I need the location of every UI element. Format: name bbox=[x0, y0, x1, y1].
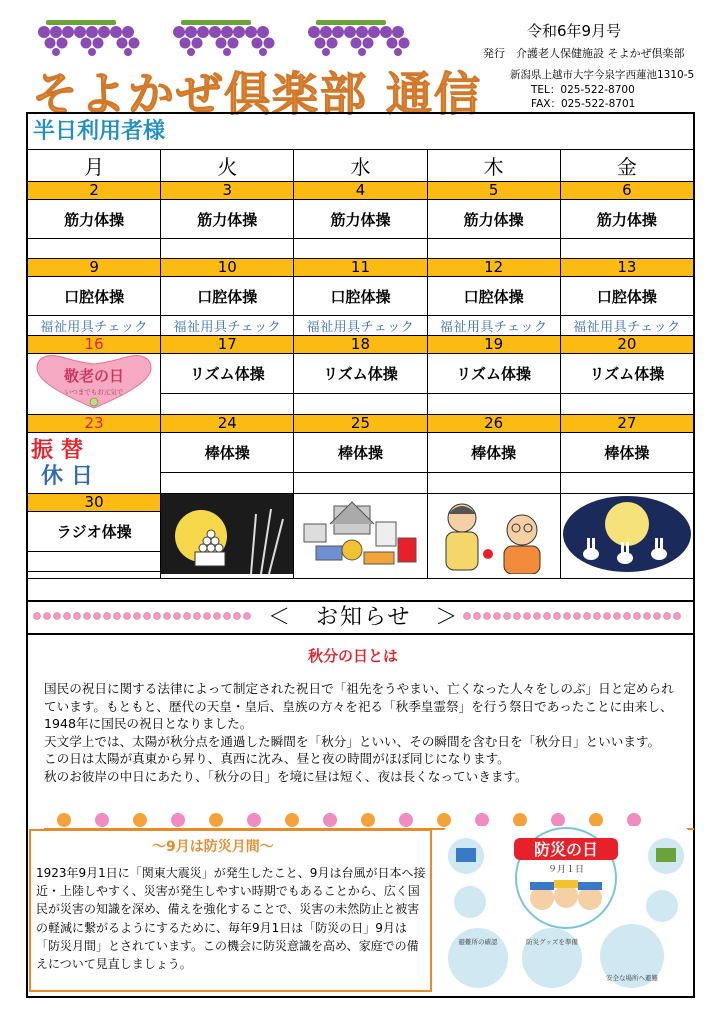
extra-row bbox=[28, 239, 694, 259]
extra-cell bbox=[28, 239, 161, 259]
date-cell: 12 bbox=[427, 259, 560, 277]
extra-cell bbox=[161, 239, 294, 259]
date-cell: 27 bbox=[560, 415, 693, 433]
day-fri: 金 bbox=[560, 150, 693, 182]
date-cell: 13 bbox=[560, 259, 693, 277]
date-cell: 9 bbox=[28, 259, 161, 277]
activity-cell: ラジオ体操 bbox=[28, 512, 161, 551]
activity-row bbox=[28, 200, 694, 239]
notice-title: ＜ お知らせ ＞ bbox=[268, 605, 460, 630]
poster-label-1: 避難所の確認 bbox=[458, 938, 498, 946]
extra-cell bbox=[28, 551, 161, 571]
extra-cell bbox=[560, 394, 693, 415]
activity-cell: 棒体操 bbox=[294, 433, 427, 473]
extra-cell bbox=[427, 473, 560, 494]
extra-cell bbox=[294, 473, 427, 494]
keiro-no-hi-text: 敬老の日 bbox=[64, 367, 125, 385]
activity-row bbox=[28, 354, 694, 394]
flower-border-left bbox=[32, 611, 257, 621]
fukushi-check-cell: 福祉用具チェック bbox=[294, 316, 427, 336]
date-cell: 25 bbox=[294, 415, 427, 433]
date-row bbox=[28, 336, 694, 354]
date-cell: 30 bbox=[28, 494, 161, 512]
tsukimi-illustration bbox=[161, 494, 294, 579]
poster-label-3: 安全な場所へ避難 bbox=[606, 974, 658, 982]
bosai-title: ～9月は防災月間～ bbox=[152, 839, 274, 855]
bosai-poster-illustration bbox=[442, 826, 690, 992]
emergency-kit-icon bbox=[294, 494, 426, 574]
keiro-sub-text: いつまでもお元気で bbox=[64, 388, 124, 396]
date-cell: 24 bbox=[161, 415, 294, 433]
elderly-couple-illustration bbox=[427, 494, 560, 579]
activity-row bbox=[28, 433, 694, 473]
date-cell: 3 bbox=[161, 182, 294, 200]
date-cell: 17 bbox=[161, 336, 294, 354]
calendar-table bbox=[27, 149, 694, 579]
spacer-cell bbox=[28, 571, 161, 578]
furikae-text: 振替 bbox=[31, 438, 92, 463]
flower-border-right bbox=[462, 611, 692, 621]
extra-cell bbox=[560, 239, 693, 259]
fukushi-check-cell: 福祉用具チェック bbox=[427, 316, 560, 336]
extra-row bbox=[28, 316, 694, 336]
moon-dango-icon bbox=[161, 494, 293, 574]
section-title-shubun: 秋分の日とは bbox=[308, 647, 399, 665]
disaster-goods-illustration bbox=[294, 494, 427, 579]
activity-cell: 筋力体操 bbox=[161, 200, 294, 239]
date-cell: 19 bbox=[427, 336, 560, 354]
kyujitsu-text: 休日 bbox=[41, 464, 102, 489]
furikae-kyujitsu-illustration bbox=[28, 433, 161, 494]
activity-cell: 棒体操 bbox=[427, 433, 560, 473]
paragraph: 国民の祝日に関する法律によって制定された祝日で「祖先をうやまい、亡くなった人々をしのぶ」日と定められています。もともと、歴代の天皇・皇后、皇族の方々を祀る「秋季皇霊祭」を行う祭日であったことに由来し、1948年に国民の祝日となりました。 bbox=[44, 681, 674, 731]
date-cell-holiday: 16 bbox=[28, 336, 161, 354]
fukushi-check-cell: 福祉用具チェック bbox=[560, 316, 693, 336]
grandparents-icon bbox=[428, 494, 560, 574]
day-wed: 水 bbox=[294, 150, 427, 182]
poster-date: ９月１日 bbox=[547, 865, 585, 875]
extra-cell bbox=[427, 394, 560, 415]
activity-cell: 筋力体操 bbox=[294, 200, 427, 239]
date-cell: 11 bbox=[294, 259, 427, 277]
rabbit-moon-icon bbox=[561, 494, 693, 574]
keiro-no-hi-illustration bbox=[28, 354, 161, 415]
extra-cell bbox=[427, 239, 560, 259]
activity-cell: 口腔体操 bbox=[427, 277, 560, 316]
divider bbox=[27, 633, 694, 635]
issue-label: 令和6年9月号 bbox=[527, 22, 622, 40]
activity-cell: 口腔体操 bbox=[294, 277, 427, 316]
newsletter-title: そよかぜ倶楽部 通信 bbox=[32, 67, 483, 121]
poster-title: 防災の日 bbox=[533, 840, 599, 859]
date-cell: 20 bbox=[560, 336, 693, 354]
activity-cell: リズム体操 bbox=[294, 354, 427, 394]
shubun-explanation bbox=[44, 680, 684, 785]
paragraph: 秋のお彼岸の中日にあたり、「秋分の日」を境に昼は短く、夜は長くなっていきます。 bbox=[44, 768, 528, 784]
bosai-text: 1923年9月1日に「関東大震災」が発生したこと、9月は台風が日本へ接近・上陸しやすく、災害が発生しやすい時期でもあることから、広く国民が災害の知識を深め、備えを強化することで、災害の未然防止と被害の軽減に繋がるようにするために、毎年9月1日は「防災の日」9月は「防災月間」とされています。この機会に防災意識を高め、家庭での備えについて見直しましょう。 bbox=[36, 866, 426, 972]
page-subtitle: 半日利用者様 bbox=[33, 119, 166, 144]
activity-cell: 筋力体操 bbox=[560, 200, 693, 239]
date-cell: 10 bbox=[161, 259, 294, 277]
moon-rabbit-illustration bbox=[560, 494, 693, 579]
heart-icon bbox=[31, 354, 157, 410]
activity-cell: 棒体操 bbox=[161, 433, 294, 473]
calendar-header-row bbox=[28, 150, 694, 182]
poster-label-2: 防災グッズを準備 bbox=[526, 938, 578, 946]
paragraph: 天文学上では、太陽が秋分点を通過した瞬間を「秋分」といい、その瞬間を含む日を「秋分日」といいます。 bbox=[44, 733, 661, 749]
extra-cell bbox=[161, 394, 294, 415]
tel-label: TEL：025-522-8700 bbox=[531, 84, 635, 96]
grape-icons bbox=[36, 20, 456, 56]
date-cell: 2 bbox=[28, 182, 161, 200]
paragraph: この日は太陽が真東から昇り、真西に沈み、昼と夜の時間がほぼ同じになります。 bbox=[44, 751, 510, 766]
activity-cell: リズム体操 bbox=[427, 354, 560, 394]
date-row bbox=[28, 494, 694, 512]
date-cell: 26 bbox=[427, 415, 560, 433]
fax-label: FAX：025-522-8701 bbox=[531, 98, 636, 110]
activity-cell: 棒体操 bbox=[560, 433, 693, 473]
fukushi-check-cell: 福祉用具チェック bbox=[28, 316, 161, 336]
activity-cell: リズム体操 bbox=[161, 354, 294, 394]
date-cell: 4 bbox=[294, 182, 427, 200]
date-row bbox=[28, 415, 694, 433]
extra-cell bbox=[161, 473, 294, 494]
activity-cell: 口腔体操 bbox=[28, 277, 161, 316]
activity-cell: 筋力体操 bbox=[28, 200, 161, 239]
day-thu: 木 bbox=[427, 150, 560, 182]
fukushi-check-cell: 福祉用具チェック bbox=[161, 316, 294, 336]
address-label: 新潟県上越市大字今泉字西蓮池1310-5 bbox=[510, 69, 695, 81]
extra-cell bbox=[294, 239, 427, 259]
date-cell: 5 bbox=[427, 182, 560, 200]
activity-cell: 筋力体操 bbox=[427, 200, 560, 239]
publisher-label: 発行 介護老人保健施設 そよかぜ倶楽部 bbox=[483, 47, 685, 60]
date-cell: 18 bbox=[294, 336, 427, 354]
grapes-decoration bbox=[36, 20, 456, 56]
date-cell: 6 bbox=[560, 182, 693, 200]
day-tue: 火 bbox=[161, 150, 294, 182]
extra-cell bbox=[560, 473, 693, 494]
extra-cell bbox=[294, 394, 427, 415]
activity-cell: リズム体操 bbox=[560, 354, 693, 394]
date-row bbox=[28, 259, 694, 277]
holiday-badge-icon bbox=[31, 433, 157, 489]
date-row bbox=[28, 182, 694, 200]
activity-cell: 口腔体操 bbox=[560, 277, 693, 316]
activity-cell: 口腔体操 bbox=[161, 277, 294, 316]
activity-row bbox=[28, 277, 694, 316]
day-mon: 月 bbox=[28, 150, 161, 182]
date-cell-holiday: 23 bbox=[28, 415, 161, 433]
